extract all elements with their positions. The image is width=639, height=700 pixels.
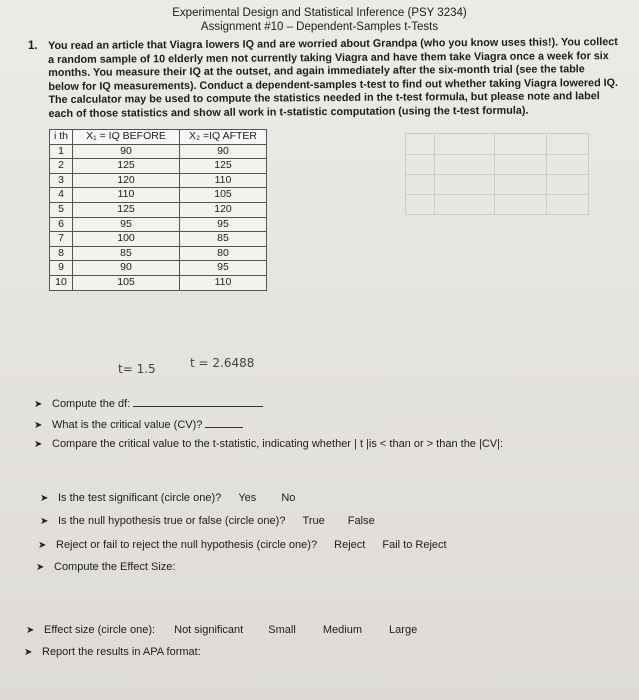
arrow-bullet-icon: ➤: [38, 540, 47, 551]
option-reject[interactable]: Reject: [334, 539, 366, 551]
cell-before: 125: [73, 202, 180, 217]
show-through-table: [405, 133, 589, 215]
cell-index: 4: [50, 188, 73, 203]
cell-after: 125: [180, 159, 267, 174]
cell-before: 120: [73, 173, 180, 188]
cell-after: 95: [180, 261, 267, 276]
table-row: [50, 217, 267, 232]
option-not-significant[interactable]: Not significant: [174, 624, 244, 636]
item-effect-size: ➤ Compute the Effect Size:: [36, 561, 176, 573]
col-header-index: i th: [50, 130, 73, 145]
cell-index: 10: [50, 275, 73, 290]
cell-after: 110: [180, 275, 267, 290]
col-header-after: X₂ =IQ AFTER: [180, 130, 267, 145]
table-header-row: [50, 130, 267, 145]
cell-index: 3: [50, 173, 73, 188]
option-fail-to-reject[interactable]: Fail to Reject: [382, 539, 447, 551]
course-title: Experimental Design and Statistical Inference (PSY 3234): [172, 7, 467, 19]
cell-after: 90: [180, 144, 267, 159]
option-yes[interactable]: Yes: [238, 492, 257, 504]
cell-after: 80: [180, 246, 267, 261]
arrow-bullet-icon: ➤: [34, 439, 43, 450]
cell-index: 2: [50, 159, 73, 174]
cell-after: 105: [180, 188, 267, 203]
cell-index: 5: [50, 202, 73, 217]
cell-index: 7: [50, 232, 73, 247]
item-compare: ➤ Compare the critical value to the t-statistic, indicating whether | t |is < than or > than the |CV|:: [34, 438, 504, 450]
arrow-bullet-icon: ➤: [34, 399, 43, 410]
option-large[interactable]: Large: [389, 624, 418, 636]
item-df: ➤ Compute the df:: [34, 396, 263, 410]
cell-after: 95: [180, 217, 267, 232]
cv-answer-blank[interactable]: [205, 417, 243, 428]
item-null: ➤ Is the null hypothesis true or false (circle one)? True False: [40, 515, 375, 527]
table-row: [50, 159, 267, 174]
df-answer-blank[interactable]: [133, 396, 263, 407]
cell-before: 95: [73, 217, 180, 232]
page-header: [0, 6, 639, 34]
handwritten-t1: t= 1.5: [118, 362, 156, 376]
arrow-bullet-icon: ➤: [34, 420, 43, 431]
cell-before: 125: [73, 159, 180, 174]
item-apa-report: ➤ Report the results in APA format:: [24, 646, 201, 658]
item-significant: ➤ Is the test significant (circle one)? Yes No: [40, 492, 296, 504]
cell-after: 110: [180, 173, 267, 188]
arrow-bullet-icon: ➤: [40, 516, 49, 527]
table-row: [50, 246, 267, 261]
cell-index: 8: [50, 246, 73, 261]
arrow-bullet-icon: ➤: [24, 647, 33, 658]
iq-data-table: [49, 129, 267, 291]
table-row: [50, 232, 267, 247]
arrow-bullet-icon: ➤: [26, 625, 35, 636]
option-medium[interactable]: Medium: [322, 624, 362, 636]
col-header-before: X₁ = IQ BEFORE: [73, 130, 180, 145]
cell-before: 90: [73, 261, 180, 276]
cell-index: 9: [50, 261, 73, 276]
cell-before: 110: [73, 188, 180, 203]
table-row: [50, 144, 267, 159]
table-row: [50, 188, 267, 203]
cell-index: 6: [50, 217, 73, 232]
table-row: [50, 275, 267, 290]
item-reject: ➤ Reject or fail to reject the null hypothesis (circle one)? Reject Fail to Reject: [38, 539, 447, 551]
cell-after: 120: [180, 202, 267, 217]
option-no[interactable]: No: [281, 492, 296, 504]
option-false[interactable]: False: [347, 515, 375, 527]
cell-before: 90: [73, 144, 180, 159]
option-true[interactable]: True: [302, 515, 325, 527]
handwritten-t2: t = 2.6488: [190, 356, 255, 370]
cell-before: 105: [73, 275, 180, 290]
cell-after: 85: [180, 232, 267, 247]
table-row: [50, 261, 267, 276]
option-small[interactable]: Small: [268, 624, 296, 636]
question-number: 1.: [28, 40, 38, 52]
table-row: [50, 173, 267, 188]
question-text: You read an article that Viagra lowers IQ and are worried about Grandpa (who you know uses this!). You collect a random sample of 10 elderly men not currently taking Viagra and have them take Viagra once a week for six months. You measure their IQ at the outset, and again immediately after the six-month trial (see the table below for IQ measurements). Conduct a dependent-samples t-test to find out whether taking Viagra lowered IQ. The calculator may be used to compute the statistics needed in the t-test formula, but please note and label each of those statistics and show all work in t-statistic computation (using the t-test formula).: [48, 36, 619, 120]
table-row: [50, 202, 267, 217]
cell-before: 100: [73, 232, 180, 247]
assignment-title: Assignment #10 – Dependent-Samples t-Tests: [200, 21, 439, 33]
cell-before: 85: [73, 246, 180, 261]
item-effect-circle: ➤ Effect size (circle one): Not significant Small Medium Large: [26, 624, 418, 636]
arrow-bullet-icon: ➤: [36, 562, 45, 573]
cell-index: 1: [50, 144, 73, 159]
arrow-bullet-icon: ➤: [40, 493, 49, 504]
item-cv: ➤ What is the critical value (CV)?: [34, 417, 243, 431]
